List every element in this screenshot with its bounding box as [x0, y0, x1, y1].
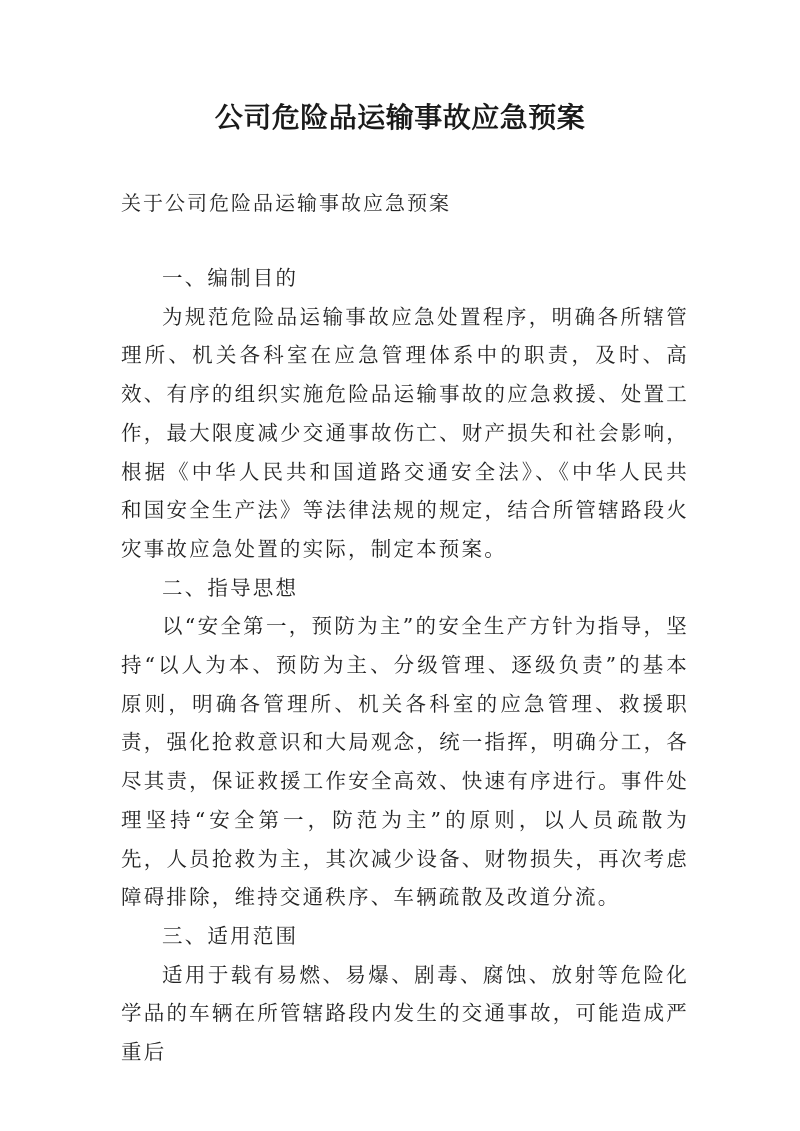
section-heading: 三、适用范围 [162, 923, 299, 948]
section-heading: 一、编制目的 [162, 266, 299, 290]
document-body [121, 259, 689, 1072]
section-paragraph: 适用于载有易燃、易爆、剧毒、腐蚀、放射等危险化学品的车辆在所管辖路段内发生的交通事故，可能造成严重后 [121, 962, 689, 1065]
section-paragraph: 为规范危险品运输事故应急处置程序，明确各所辖管理所、机关各科室在应急管理体系中的职责，及时、高效、有序的组织实施危险品运输事故的应急救援、处置工作，最大限度减少交通事故伤亡、财产损失和社会影响，根据《中华人民共和国道路交通安全法》、《中华人民共和国安全生产法》等法律法规的规定，结合所管辖路段火灾事故应急处置的实际，制定本预案。 [121, 304, 689, 561]
section-paragraph: 以“安全第一，预防为主”的安全生产方针为指导，坚持“以人为本、预防为主、分级管理、逐级负责”的基本原则，明确各管理所、机关各科室的应急管理、救援职责，强化抢救意识和大局观念，统一指挥，明确分工，各尽其责，保证救援工作安全高效、快速有序进行。事件处理坚持“安全第一，防范为主”的原则，以人员疏散为先，人员抢救为主，其次减少设备、财物损失，再次考虑障碍排除，维持交通秩序、车辆疏散及改道分流。 [121, 614, 689, 910]
document-subtitle: 关于公司危险品运输事故应急预案 [121, 191, 451, 215]
document-title: 公司危险品运输事故应急预案 [214, 101, 586, 134]
section-heading: 二、指导思想 [162, 575, 299, 600]
